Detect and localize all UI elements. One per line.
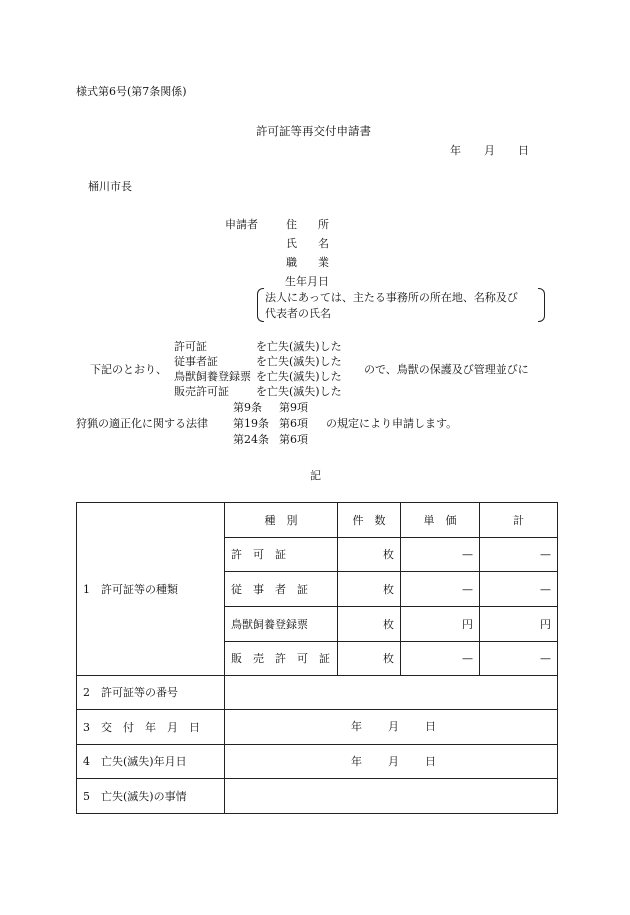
continuation-text: ので、鳥獣の保護及び管理並びに bbox=[364, 363, 529, 376]
option-act-2: を亡失(滅失)した bbox=[256, 355, 342, 368]
total-cell[interactable]: 円 bbox=[480, 607, 558, 642]
total-cell: — bbox=[480, 642, 558, 676]
loss-date-year: 年 bbox=[351, 754, 362, 768]
section5-label: 5 亡失(滅失)の事情 bbox=[77, 779, 225, 814]
loss-date-field[interactable] bbox=[225, 745, 558, 779]
option-act-1: を亡失(滅失)した bbox=[256, 340, 342, 353]
type-cell: 販 売 許 可 証 bbox=[225, 642, 338, 676]
issue-date-field[interactable] bbox=[225, 710, 558, 745]
option-doc-2: 従事者証 bbox=[174, 355, 218, 368]
closing-text: の規定により申請します。 bbox=[326, 417, 458, 430]
date-month: 月 bbox=[484, 144, 495, 157]
address-label-1: 住 bbox=[286, 218, 297, 231]
intro-text: 下記のとおり、 bbox=[90, 363, 167, 376]
corporate-note-line2: 代表者の氏名 bbox=[265, 307, 331, 320]
option-act-3: を亡失(滅失)した bbox=[256, 370, 342, 383]
total-cell: — bbox=[480, 538, 558, 572]
article-item-2: 第6項 bbox=[279, 417, 308, 430]
price-cell: — bbox=[401, 642, 480, 676]
article-item-1: 第9項 bbox=[279, 401, 308, 414]
header-unit-price: 単 価 bbox=[401, 503, 480, 538]
addressee: 桶川市長 bbox=[88, 180, 132, 193]
section4-label: 4 亡失(滅失)年月日 bbox=[77, 745, 225, 779]
price-cell: — bbox=[401, 538, 480, 572]
occupation-label-2: 業 bbox=[318, 256, 329, 269]
details-table bbox=[76, 502, 558, 814]
count-cell[interactable]: 枚 bbox=[338, 572, 401, 607]
total-cell: — bbox=[480, 572, 558, 607]
option-doc-1: 許可証 bbox=[174, 340, 207, 353]
section3-label: 3 交 付 年 月 日 bbox=[77, 710, 225, 745]
date-year: 年 bbox=[450, 144, 461, 157]
issue-date-day: 日 bbox=[425, 720, 436, 733]
right-bracket bbox=[538, 288, 545, 322]
loss-date-day: 日 bbox=[425, 754, 436, 768]
count-cell[interactable]: 枚 bbox=[338, 538, 401, 572]
article-1: 第9条 bbox=[233, 401, 262, 414]
applicant-label: 申請者 bbox=[225, 218, 258, 231]
option-doc-3: 鳥獣飼養登録票 bbox=[174, 370, 251, 383]
issue-date-month: 月 bbox=[388, 720, 399, 733]
birthdate-label: 生年月日 bbox=[285, 275, 329, 288]
section1-label: 1 許可証等の種類 bbox=[77, 503, 225, 676]
price-cell: — bbox=[401, 572, 480, 607]
price-cell[interactable]: 円 bbox=[401, 607, 480, 642]
type-cell: 従 事 者 証 bbox=[225, 572, 338, 607]
issue-date-year: 年 bbox=[351, 720, 362, 733]
loss-circumstances-field[interactable] bbox=[225, 779, 558, 814]
article-3: 第24条 bbox=[233, 433, 269, 446]
count-cell[interactable]: 枚 bbox=[338, 607, 401, 642]
option-doc-4: 販売許可証 bbox=[174, 385, 229, 398]
occupation-label-1: 職 bbox=[286, 256, 297, 269]
corporate-note-line1: 法人にあっては、主たる事務所の所在地、名称及び bbox=[265, 291, 518, 304]
article-2: 第19条 bbox=[233, 417, 269, 430]
left-bracket bbox=[257, 288, 264, 322]
form-number: 様式第6号(第7条関係) bbox=[76, 85, 187, 98]
loss-date-month: 月 bbox=[388, 754, 399, 768]
law-name: 狩猟の適正化に関する法律 bbox=[76, 417, 208, 430]
name-label-1: 氏 bbox=[286, 237, 297, 250]
ki-heading: 記 bbox=[310, 469, 321, 482]
header-type: 種 別 bbox=[225, 503, 338, 538]
option-act-4: を亡失(滅失)した bbox=[256, 385, 342, 398]
header-total: 計 bbox=[480, 503, 558, 538]
date-day: 日 bbox=[518, 144, 529, 157]
article-item-3: 第6項 bbox=[279, 433, 308, 446]
address-label-2: 所 bbox=[318, 218, 329, 231]
type-cell: 鳥獣飼養登録票 bbox=[225, 607, 338, 642]
count-cell[interactable]: 枚 bbox=[338, 642, 401, 676]
permit-number-field[interactable] bbox=[225, 676, 558, 710]
type-cell: 許 可 証 bbox=[225, 538, 338, 572]
section2-label: 2 許可証等の番号 bbox=[77, 676, 225, 710]
header-count: 件 数 bbox=[338, 503, 401, 538]
page-title: 許可証等再交付申請書 bbox=[256, 124, 371, 138]
name-label-2: 名 bbox=[318, 237, 329, 250]
